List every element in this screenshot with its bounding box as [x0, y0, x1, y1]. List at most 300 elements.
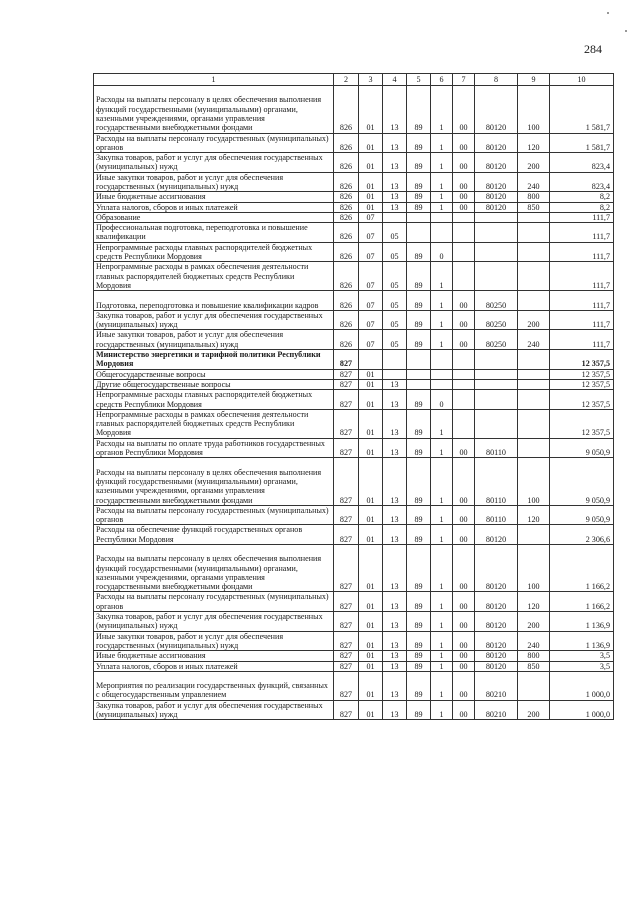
- cell-direction: 80210: [475, 671, 518, 700]
- cell-main-event: 00: [453, 86, 475, 134]
- cell-direction: 80210: [475, 700, 518, 720]
- cell-main-event: 00: [453, 505, 475, 525]
- cell-direction: [475, 409, 518, 438]
- cell-gl: 826: [334, 212, 359, 222]
- cell-rz: 01: [359, 172, 383, 192]
- cell-subprogram: 1: [431, 671, 453, 700]
- cell-subprogram: 1: [431, 631, 453, 651]
- row-description: Иные закупки товаров, работ и услуг для обеспечения государственных (муниципальных) нужд: [94, 172, 334, 192]
- cell-subprogram: [431, 350, 453, 370]
- cell-pr: 13: [383, 379, 407, 389]
- cell-main-event: 00: [453, 192, 475, 202]
- cell-gl: 827: [334, 350, 359, 370]
- cell-program: [407, 212, 431, 222]
- row-description: Иные бюджетные ассигнования: [94, 651, 334, 661]
- table-body: [94, 86, 614, 720]
- cell-main-event: 00: [453, 525, 475, 545]
- cell-main-event: 00: [453, 671, 475, 700]
- cell-main-event: [453, 223, 475, 243]
- row-description: Иные закупки товаров, работ и услуг для обеспечения государственных (муниципальных) нужд: [94, 330, 334, 350]
- table-row: [94, 390, 614, 410]
- cell-main-event: [453, 409, 475, 438]
- cell-main-event: 00: [453, 153, 475, 173]
- cell-program: 89: [407, 242, 431, 262]
- cell-direction: 80120: [475, 631, 518, 651]
- cell-amount: 1 166,2: [550, 544, 614, 592]
- row-description: Другие общегосударственные вопросы: [94, 379, 334, 389]
- cell-pr: 13: [383, 438, 407, 458]
- cell-amount: 111,7: [550, 330, 614, 350]
- cell-pr: 13: [383, 390, 407, 410]
- cell-rz: 07: [359, 291, 383, 311]
- cell-subprogram: [431, 223, 453, 243]
- row-description: Непрограммные расходы в рамках обеспечения деятельности главных распорядителей бюджетных средств Республики Мордовия: [94, 409, 334, 438]
- row-description: Закупка товаров, работ и услуг для обеспечения государственных (муниципальных) нужд: [94, 612, 334, 632]
- cell-rz: 01: [359, 671, 383, 700]
- cell-main-event: 00: [453, 592, 475, 612]
- cell-gl: 826: [334, 202, 359, 212]
- cell-amount: 823,4: [550, 172, 614, 192]
- cell-main-event: [453, 369, 475, 379]
- row-description: Иные бюджетные ассигнования: [94, 192, 334, 202]
- cell-pr: 05: [383, 291, 407, 311]
- row-description: Непрограммные расходы главных распорядителей бюджетных средств Республики Мордовия: [94, 242, 334, 262]
- cell-program: 89: [407, 192, 431, 202]
- cell-gl: 826: [334, 330, 359, 350]
- cell-rz: 01: [359, 651, 383, 661]
- cell-direction: [475, 223, 518, 243]
- cell-pr: 05: [383, 310, 407, 330]
- row-description: Расходы на выплаты персоналу в целях обеспечения выполнения функций государственными (муниципальными) органами, казенными учреждениями, органами управления государственными внебюджетными фондами: [94, 86, 334, 134]
- cell-direction: 80250: [475, 291, 518, 311]
- table-row: [94, 525, 614, 545]
- cell-program: 89: [407, 86, 431, 134]
- cell-rz: 01: [359, 133, 383, 153]
- cell-pr: 13: [383, 592, 407, 612]
- cell-expense-type: 120: [518, 592, 550, 612]
- table-row: [94, 651, 614, 661]
- cell-direction: 80120: [475, 612, 518, 632]
- row-description: Закупка товаров, работ и услуг для обеспечения государственных (муниципальных) нужд: [94, 310, 334, 330]
- cell-gl: 827: [334, 544, 359, 592]
- cell-main-event: [453, 242, 475, 262]
- cell-amount: 12 357,5: [550, 369, 614, 379]
- cell-amount: 9 050,9: [550, 505, 614, 525]
- cell-rz: [359, 350, 383, 370]
- cell-amount: 1 581,7: [550, 133, 614, 153]
- cell-expense-type: [518, 525, 550, 545]
- cell-direction: [475, 242, 518, 262]
- cell-subprogram: 1: [431, 651, 453, 661]
- cell-rz: 01: [359, 505, 383, 525]
- cell-rz: 01: [359, 192, 383, 202]
- cell-amount: 111,7: [550, 310, 614, 330]
- cell-main-event: [453, 262, 475, 291]
- cell-pr: 05: [383, 330, 407, 350]
- cell-expense-type: 850: [518, 202, 550, 212]
- cell-expense-type: 240: [518, 172, 550, 192]
- cell-rz: 07: [359, 223, 383, 243]
- cell-rz: 01: [359, 592, 383, 612]
- cell-direction: [475, 262, 518, 291]
- row-description: Общегосударственные вопросы: [94, 369, 334, 379]
- cell-main-event: 00: [453, 330, 475, 350]
- cell-expense-type: [518, 291, 550, 311]
- cell-rz: 01: [359, 438, 383, 458]
- row-description: Образование: [94, 212, 334, 222]
- cell-pr: 05: [383, 223, 407, 243]
- column-header: 7: [453, 74, 475, 86]
- cell-pr: 13: [383, 612, 407, 632]
- cell-expense-type: 800: [518, 192, 550, 202]
- cell-direction: 80120: [475, 192, 518, 202]
- table-row: [94, 172, 614, 192]
- cell-amount: 3,5: [550, 661, 614, 671]
- cell-pr: 13: [383, 133, 407, 153]
- row-description: Закупка товаров, работ и услуг для обеспечения государственных (муниципальных) нужд: [94, 153, 334, 173]
- cell-subprogram: 1: [431, 409, 453, 438]
- column-header: 6: [431, 74, 453, 86]
- cell-direction: 80120: [475, 544, 518, 592]
- cell-amount: 823,4: [550, 153, 614, 173]
- row-description: Расходы на выплаты персоналу в целях обеспечения выполнения функций государственными (муниципальными) органами, казенными учреждениями, органами управления государственными внебюджетными фондами: [94, 544, 334, 592]
- cell-expense-type: [518, 262, 550, 291]
- cell-subprogram: [431, 369, 453, 379]
- cell-program: 89: [407, 202, 431, 212]
- cell-main-event: [453, 379, 475, 389]
- cell-gl: 827: [334, 379, 359, 389]
- cell-gl: 826: [334, 133, 359, 153]
- cell-pr: 13: [383, 631, 407, 651]
- cell-expense-type: 120: [518, 505, 550, 525]
- cell-subprogram: 1: [431, 153, 453, 173]
- cell-expense-type: [518, 242, 550, 262]
- table-row: [94, 212, 614, 222]
- cell-main-event: 00: [453, 631, 475, 651]
- cell-expense-type: 100: [518, 86, 550, 134]
- cell-amount: 111,7: [550, 212, 614, 222]
- column-header: 2: [334, 74, 359, 86]
- cell-direction: 80120: [475, 153, 518, 173]
- cell-rz: 01: [359, 369, 383, 379]
- table-row: [94, 671, 614, 700]
- cell-rz: 01: [359, 86, 383, 134]
- cell-program: 89: [407, 525, 431, 545]
- row-description: Мероприятия по реализации государственных функций, связанных с общегосударственным управлением: [94, 671, 334, 700]
- cell-pr: [383, 350, 407, 370]
- table-row: [94, 458, 614, 506]
- cell-main-event: 00: [453, 133, 475, 153]
- cell-gl: 826: [334, 242, 359, 262]
- cell-subprogram: [431, 212, 453, 222]
- cell-program: 89: [407, 661, 431, 671]
- cell-direction: 80120: [475, 86, 518, 134]
- cell-subprogram: 1: [431, 612, 453, 632]
- cell-pr: 13: [383, 651, 407, 661]
- cell-amount: 111,7: [550, 262, 614, 291]
- cell-main-event: 00: [453, 700, 475, 720]
- column-header: 10: [550, 74, 614, 86]
- cell-gl: 826: [334, 172, 359, 192]
- cell-program: [407, 379, 431, 389]
- column-header: 4: [383, 74, 407, 86]
- cell-program: 89: [407, 438, 431, 458]
- cell-amount: 3,5: [550, 651, 614, 661]
- cell-amount: 12 357,5: [550, 409, 614, 438]
- cell-subprogram: 1: [431, 202, 453, 212]
- cell-direction: [475, 379, 518, 389]
- scan-speck: [625, 30, 627, 32]
- cell-subprogram: 1: [431, 86, 453, 134]
- cell-rz: 01: [359, 409, 383, 438]
- cell-amount: 12 357,5: [550, 350, 614, 370]
- cell-direction: [475, 212, 518, 222]
- cell-expense-type: 100: [518, 458, 550, 506]
- cell-expense-type: 800: [518, 651, 550, 661]
- cell-subprogram: 0: [431, 242, 453, 262]
- cell-amount: 1 136,9: [550, 631, 614, 651]
- cell-expense-type: [518, 350, 550, 370]
- cell-amount: 1 000,0: [550, 700, 614, 720]
- cell-main-event: 00: [453, 291, 475, 311]
- cell-rz: 01: [359, 631, 383, 651]
- cell-program: [407, 223, 431, 243]
- cell-gl: 827: [334, 505, 359, 525]
- cell-direction: 80120: [475, 592, 518, 612]
- table-row: [94, 133, 614, 153]
- cell-program: 89: [407, 330, 431, 350]
- cell-program: 89: [407, 612, 431, 632]
- table-row: [94, 350, 614, 370]
- cell-subprogram: 1: [431, 133, 453, 153]
- cell-expense-type: 200: [518, 612, 550, 632]
- cell-main-event: 00: [453, 544, 475, 592]
- cell-main-event: 00: [453, 661, 475, 671]
- cell-direction: 80250: [475, 330, 518, 350]
- table-row: [94, 310, 614, 330]
- cell-pr: 13: [383, 86, 407, 134]
- cell-rz: 01: [359, 661, 383, 671]
- table-row: [94, 291, 614, 311]
- cell-program: 89: [407, 505, 431, 525]
- cell-subprogram: 1: [431, 330, 453, 350]
- cell-subprogram: 1: [431, 544, 453, 592]
- cell-amount: 111,7: [550, 223, 614, 243]
- cell-rz: 07: [359, 242, 383, 262]
- column-header: 8: [475, 74, 518, 86]
- cell-gl: 827: [334, 390, 359, 410]
- row-description: Расходы на выплаты по оплате труда работников государственных органов Республики Мордовия: [94, 438, 334, 458]
- table-row: [94, 369, 614, 379]
- cell-program: 89: [407, 458, 431, 506]
- table-row: [94, 330, 614, 350]
- row-description: Иные закупки товаров, работ и услуг для обеспечения государственных (муниципальных) нужд: [94, 631, 334, 651]
- cell-rz: 01: [359, 458, 383, 506]
- cell-direction: 80110: [475, 438, 518, 458]
- cell-program: 89: [407, 172, 431, 192]
- cell-amount: 9 050,9: [550, 438, 614, 458]
- cell-gl: 826: [334, 262, 359, 291]
- column-header: 5: [407, 74, 431, 86]
- cell-expense-type: [518, 379, 550, 389]
- cell-pr: 13: [383, 505, 407, 525]
- cell-gl: 827: [334, 458, 359, 506]
- cell-gl: 827: [334, 369, 359, 379]
- cell-program: 89: [407, 700, 431, 720]
- row-description: Непрограммные расходы в рамках обеспечения деятельности главных распорядителей бюджетных средств Республики Мордовия: [94, 262, 334, 291]
- row-description: Расходы на выплаты персоналу государственных (муниципальных) органов: [94, 505, 334, 525]
- cell-pr: 13: [383, 192, 407, 202]
- row-description: Расходы на выплаты персоналу государственных (муниципальных) органов: [94, 133, 334, 153]
- cell-main-event: 00: [453, 438, 475, 458]
- cell-expense-type: [518, 409, 550, 438]
- row-description: Министерство энергетики и тарифной политики Республики Мордовия: [94, 350, 334, 370]
- cell-subprogram: 1: [431, 438, 453, 458]
- cell-direction: 80110: [475, 458, 518, 506]
- cell-subprogram: 0: [431, 390, 453, 410]
- row-description: Закупка товаров, работ и услуг для обеспечения государственных (муниципальных) нужд: [94, 700, 334, 720]
- cell-gl: 827: [334, 592, 359, 612]
- cell-rz: 07: [359, 262, 383, 291]
- cell-gl: 826: [334, 223, 359, 243]
- cell-program: 89: [407, 153, 431, 173]
- table-row: [94, 592, 614, 612]
- cell-subprogram: 1: [431, 661, 453, 671]
- table-row: [94, 409, 614, 438]
- cell-main-event: [453, 350, 475, 370]
- cell-expense-type: [518, 438, 550, 458]
- cell-pr: 13: [383, 671, 407, 700]
- cell-program: [407, 350, 431, 370]
- cell-rz: 01: [359, 202, 383, 212]
- table-row: [94, 242, 614, 262]
- cell-expense-type: 850: [518, 661, 550, 671]
- cell-main-event: 00: [453, 172, 475, 192]
- cell-gl: 827: [334, 671, 359, 700]
- cell-direction: 80120: [475, 651, 518, 661]
- cell-subprogram: 1: [431, 592, 453, 612]
- cell-expense-type: 240: [518, 631, 550, 651]
- table-row: [94, 379, 614, 389]
- cell-amount: 1 136,9: [550, 612, 614, 632]
- cell-amount: 111,7: [550, 242, 614, 262]
- cell-program: 89: [407, 262, 431, 291]
- cell-amount: 1 581,7: [550, 86, 614, 134]
- table-row: [94, 661, 614, 671]
- cell-subprogram: 1: [431, 262, 453, 291]
- cell-subprogram: 1: [431, 505, 453, 525]
- cell-program: 89: [407, 671, 431, 700]
- cell-pr: 13: [383, 172, 407, 192]
- cell-amount: 9 050,9: [550, 458, 614, 506]
- column-header: 9: [518, 74, 550, 86]
- cell-rz: 01: [359, 379, 383, 389]
- cell-expense-type: 200: [518, 153, 550, 173]
- cell-program: 89: [407, 592, 431, 612]
- column-header: 3: [359, 74, 383, 86]
- cell-gl: 826: [334, 86, 359, 134]
- table-row: [94, 86, 614, 134]
- cell-main-event: 00: [453, 310, 475, 330]
- table-row: [94, 153, 614, 173]
- budget-table: [93, 73, 614, 720]
- cell-direction: 80120: [475, 202, 518, 212]
- row-description: Расходы на выплаты персоналу государственных (муниципальных) органов: [94, 592, 334, 612]
- table-row: [94, 202, 614, 212]
- row-description: Профессиональная подготовка, переподготовка и повышение квалификации: [94, 223, 334, 243]
- table-row: [94, 223, 614, 243]
- cell-expense-type: 240: [518, 330, 550, 350]
- cell-program: 89: [407, 544, 431, 592]
- cell-pr: 05: [383, 262, 407, 291]
- cell-gl: 827: [334, 525, 359, 545]
- cell-rz: 07: [359, 310, 383, 330]
- cell-program: 89: [407, 310, 431, 330]
- cell-rz: 01: [359, 544, 383, 592]
- cell-pr: 13: [383, 525, 407, 545]
- cell-subprogram: 1: [431, 700, 453, 720]
- page-number: 284: [584, 42, 602, 56]
- cell-gl: 827: [334, 661, 359, 671]
- cell-gl: 827: [334, 612, 359, 632]
- cell-gl: 827: [334, 651, 359, 661]
- cell-expense-type: 100: [518, 544, 550, 592]
- cell-rz: 01: [359, 612, 383, 632]
- cell-program: 89: [407, 651, 431, 661]
- cell-gl: 826: [334, 153, 359, 173]
- cell-subprogram: 1: [431, 291, 453, 311]
- cell-subprogram: 1: [431, 172, 453, 192]
- table-row: [94, 544, 614, 592]
- cell-program: 89: [407, 133, 431, 153]
- cell-pr: 13: [383, 409, 407, 438]
- table-row: [94, 438, 614, 458]
- cell-gl: 827: [334, 700, 359, 720]
- cell-gl: 826: [334, 192, 359, 202]
- cell-main-event: 00: [453, 612, 475, 632]
- cell-rz: 01: [359, 153, 383, 173]
- row-description: Подготовка, переподготовка и повышение квалификации кадров: [94, 291, 334, 311]
- cell-main-event: 00: [453, 202, 475, 212]
- cell-pr: 13: [383, 544, 407, 592]
- table-row: [94, 700, 614, 720]
- cell-expense-type: [518, 212, 550, 222]
- cell-rz: 01: [359, 700, 383, 720]
- cell-program: [407, 369, 431, 379]
- cell-gl: 827: [334, 409, 359, 438]
- cell-direction: 80110: [475, 505, 518, 525]
- cell-direction: [475, 369, 518, 379]
- cell-direction: 80120: [475, 133, 518, 153]
- cell-direction: 80120: [475, 525, 518, 545]
- cell-expense-type: [518, 671, 550, 700]
- cell-program: 89: [407, 390, 431, 410]
- cell-subprogram: 1: [431, 192, 453, 202]
- cell-expense-type: [518, 369, 550, 379]
- table-row: [94, 192, 614, 202]
- table-row: [94, 505, 614, 525]
- cell-main-event: [453, 212, 475, 222]
- cell-pr: [383, 369, 407, 379]
- cell-program: 89: [407, 409, 431, 438]
- cell-direction: [475, 350, 518, 370]
- column-header: 1: [94, 74, 334, 86]
- cell-expense-type: 200: [518, 700, 550, 720]
- cell-pr: [383, 212, 407, 222]
- row-description: Уплата налогов, сборов и иных платежей: [94, 661, 334, 671]
- cell-gl: 827: [334, 438, 359, 458]
- cell-rz: 07: [359, 212, 383, 222]
